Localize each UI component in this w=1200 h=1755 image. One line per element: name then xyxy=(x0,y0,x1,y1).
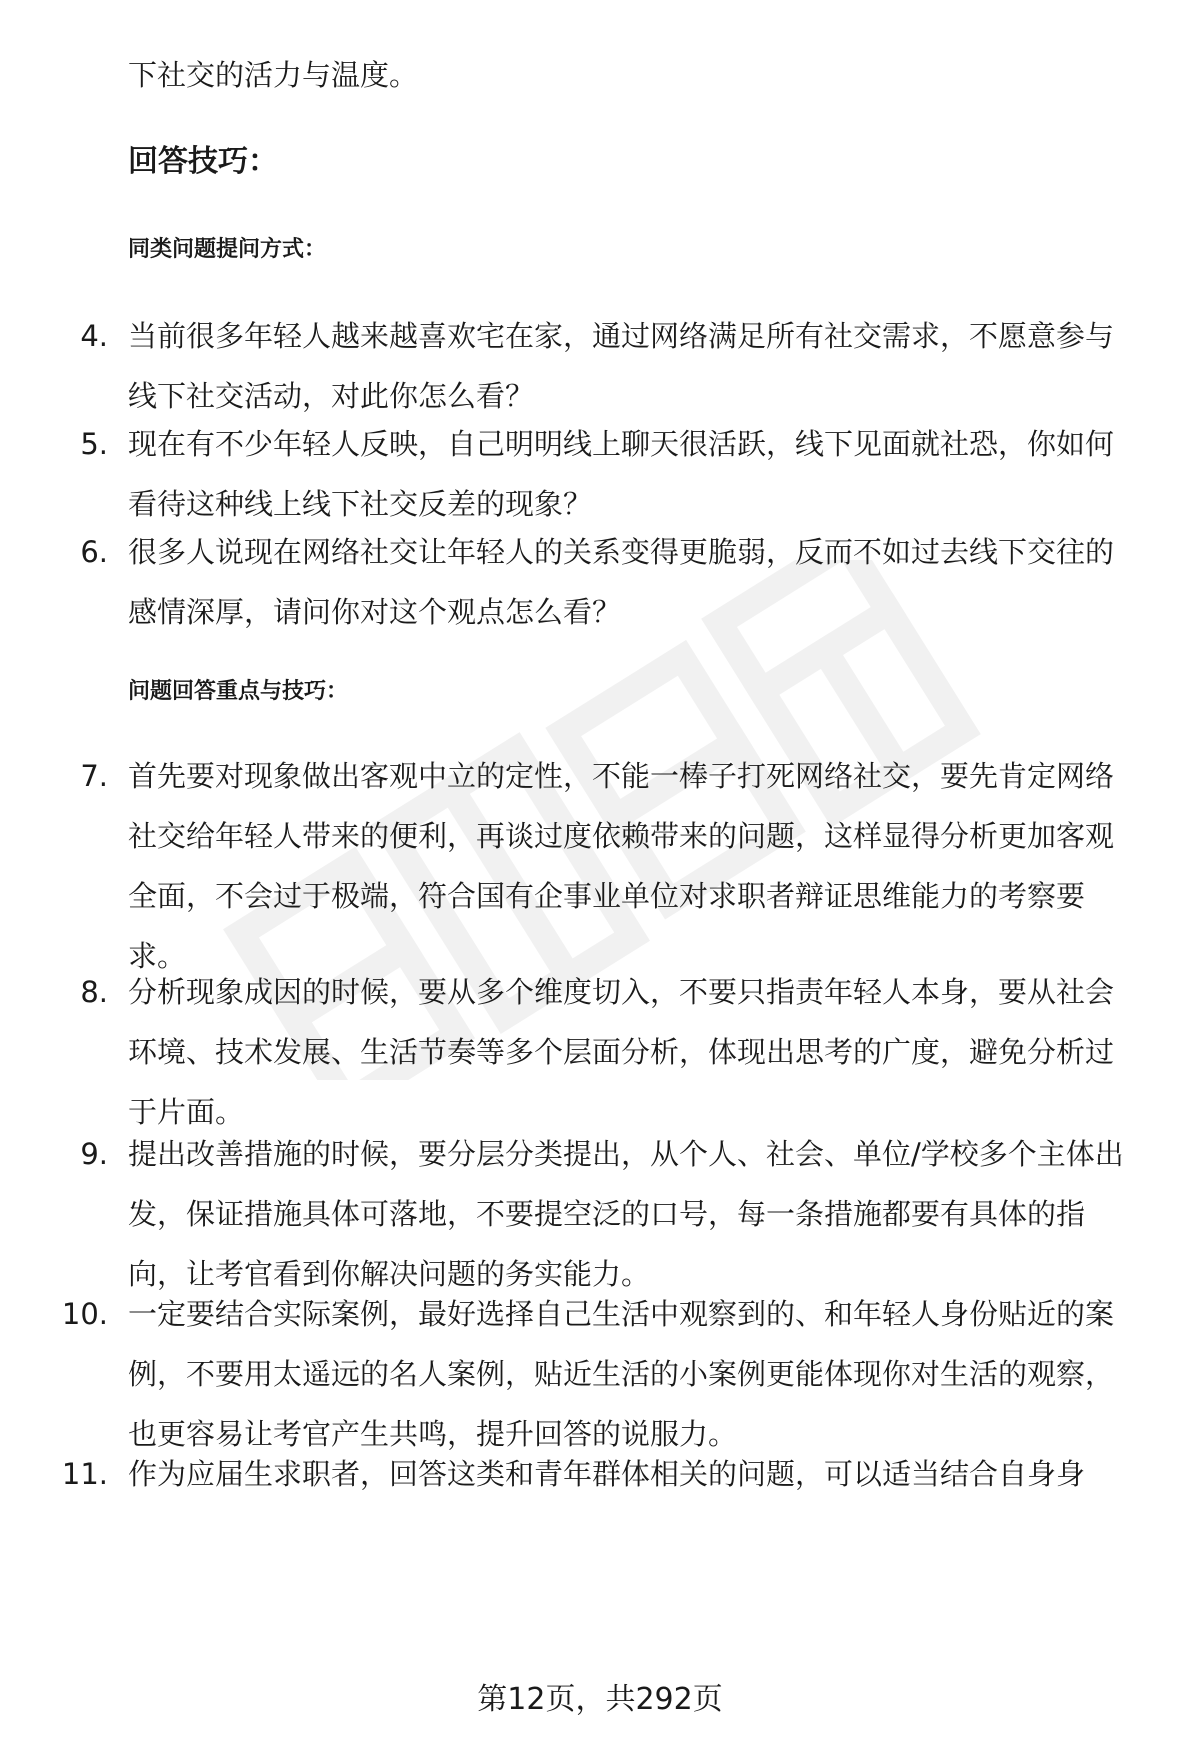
list-item-line: 环境、技术发展、生活节奏等多个层面分析，体现出思考的广度，避免分析过 xyxy=(128,1035,1115,1069)
intro-line: 下社交的活力与温度。 xyxy=(128,58,419,92)
list-item-line: 全面，不会过于极端，符合国有企事业单位对求职者辩证思维能力的考察要 xyxy=(128,879,1086,913)
list-item-line: 当前很多年轻人越来越喜欢宅在家，通过网络满足所有社交需求，不愿意参与 xyxy=(128,319,1115,353)
section-title-answer-key-points: 问题回答重点与技巧： xyxy=(128,679,349,704)
list-item-line: 于片面。 xyxy=(128,1095,245,1129)
list-item-line: 发，保证措施具体可落地，不要提空泛的口号，每一条措施都要有具体的指 xyxy=(128,1197,1086,1231)
list-item-line: 分析现象成因的时候，要从多个维度切入，不要只指责年轻人本身，要从社会 xyxy=(128,975,1115,1009)
list-item-number: 6. xyxy=(80,535,108,569)
list-item-number: 11. xyxy=(61,1457,108,1491)
list-item-line: 社交给年轻人带来的便利，再谈过度依赖带来的问题，这样显得分析更加客观 xyxy=(128,819,1115,853)
list-item-line: 向，让考官看到你解决问题的务实能力。 xyxy=(128,1257,651,1291)
heading-answer-tips: 回答技巧： xyxy=(128,144,278,179)
list-item-line: 首先要对现象做出客观中立的定性，不能一棒子打死网络社交，要先肯定网络 xyxy=(128,759,1115,793)
list-item-line: 提出改善措施的时候，要分层分类提出，从个人、社会、单位/学校多个主体出 xyxy=(128,1137,1124,1171)
list-item-line: 也更容易让考官产生共鸣，提升回答的说服力。 xyxy=(128,1417,738,1451)
list-item-number: 10. xyxy=(61,1297,108,1331)
list-item-line: 现在有不少年轻人反映，自己明明线上聊天很活跃，线下见面就社恐，你如何 xyxy=(128,427,1115,461)
section-title-similar-questions: 同类问题提问方式： xyxy=(128,237,327,262)
page-number-footer: 第12页，共292页 xyxy=(477,1682,723,1717)
list-item-number: 9. xyxy=(80,1137,108,1171)
list-item-line: 线下社交活动，对此你怎么看？ xyxy=(128,379,535,413)
list-item-number: 8. xyxy=(80,975,108,1009)
list-item-number: 5. xyxy=(80,427,108,461)
list-item-number: 4. xyxy=(80,319,108,353)
list-item-line: 例，不要用太遥远的名人案例，贴近生活的小案例更能体现你对生活的观察， xyxy=(128,1357,1115,1391)
list-item-line: 作为应届生求职者，回答这类和青年群体相关的问题，可以适当结合自身身 xyxy=(128,1457,1086,1491)
list-item-number: 7. xyxy=(80,759,108,793)
list-item-line: 感情深厚，请问你对这个观点怎么看？ xyxy=(128,595,622,629)
list-item-line: 很多人说现在网络社交让年轻人的关系变得更脆弱，反而不如过去线下交往的 xyxy=(128,535,1115,569)
list-item-line: 求。 xyxy=(128,939,187,973)
list-item-line: 一定要结合实际案例，最好选择自己生活中观察到的、和年轻人身份贴近的案 xyxy=(128,1297,1115,1331)
list-item-line: 看待这种线上线下社交反差的现象？ xyxy=(128,487,593,521)
